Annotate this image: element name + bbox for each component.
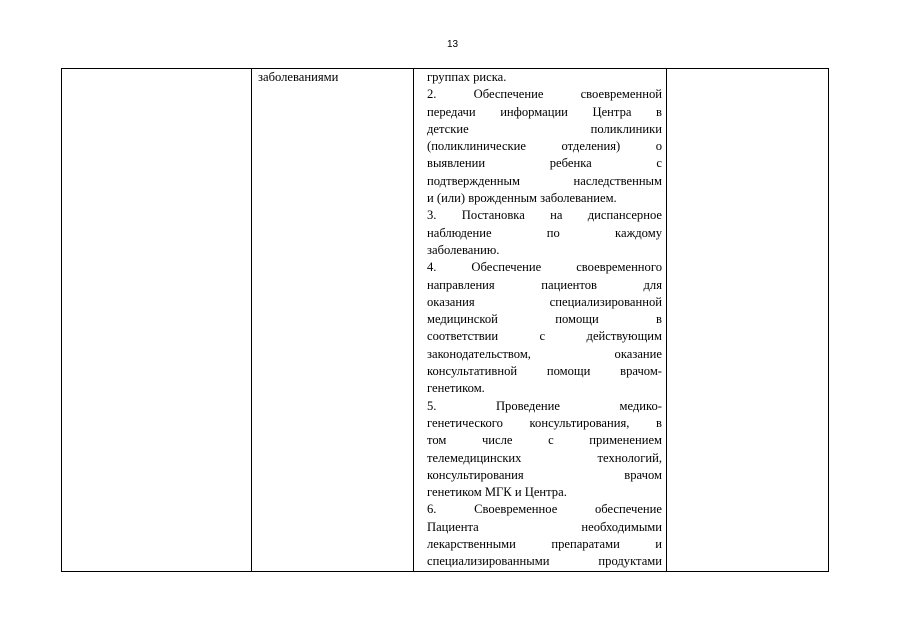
measures-line: 5. Проведение медико- — [427, 398, 662, 413]
measures-line: наблюдение по каждому — [427, 225, 662, 240]
measures-line: 2. Обеспечение своевременной — [427, 87, 662, 102]
measures-line: 6. Своевременное обеспечение — [427, 502, 662, 517]
measures-line: медицинской помощи в — [427, 312, 662, 327]
measures-line: 3. Постановка на диспансерное — [427, 208, 662, 223]
measures-line: генетиком МГК и Центра. — [427, 485, 567, 500]
measures-line: детские поликлиники — [427, 121, 662, 136]
measures-line: и (или) врожденным заболеванием. — [427, 191, 617, 206]
measures-line: законодательством, оказание — [427, 346, 662, 361]
table-cell-condition — [252, 69, 414, 572]
measures-line: подтвержденным наследственным — [427, 173, 662, 188]
measures-line: телемедицинских технологий, — [427, 450, 662, 465]
measures-line: Пациента необходимыми — [427, 519, 662, 534]
measures-line: соответствии с действующим — [427, 329, 662, 344]
table-cell-empty-1 — [62, 69, 252, 572]
condition-text: заболеваниями — [258, 70, 339, 84]
measures-text — [414, 69, 666, 571]
measures-line: заболеванию. — [427, 242, 500, 257]
measures-line: том числе с применением — [427, 433, 662, 448]
measures-line: генетического консультирования, в — [427, 415, 662, 430]
measures-line: выявлении ребенка с — [427, 156, 662, 171]
document-table — [61, 68, 829, 572]
table-cell-measures — [414, 69, 667, 572]
measures-line: консультирования врачом — [427, 467, 662, 482]
table-row — [62, 69, 829, 572]
measures-line: передачи информации Центра в — [427, 104, 662, 119]
page-number: 13 — [446, 39, 459, 50]
table-cell-empty-4 — [667, 69, 829, 572]
measures-line: лекарственными препаратами и — [427, 537, 662, 552]
measures-line: генетиком. — [427, 381, 485, 396]
measures-line: направления пациентов для — [427, 277, 662, 292]
measures-line: группах риска. — [427, 70, 507, 84]
measures-line: консультативной помощи врачом- — [427, 364, 662, 379]
measures-line: (поликлинические отделения) о — [427, 139, 662, 154]
measures-line: 4. Обеспечение своевременного — [427, 260, 662, 275]
measures-line: оказания специализированной — [427, 294, 662, 309]
measures-line: специализированными продуктами — [427, 554, 662, 569]
